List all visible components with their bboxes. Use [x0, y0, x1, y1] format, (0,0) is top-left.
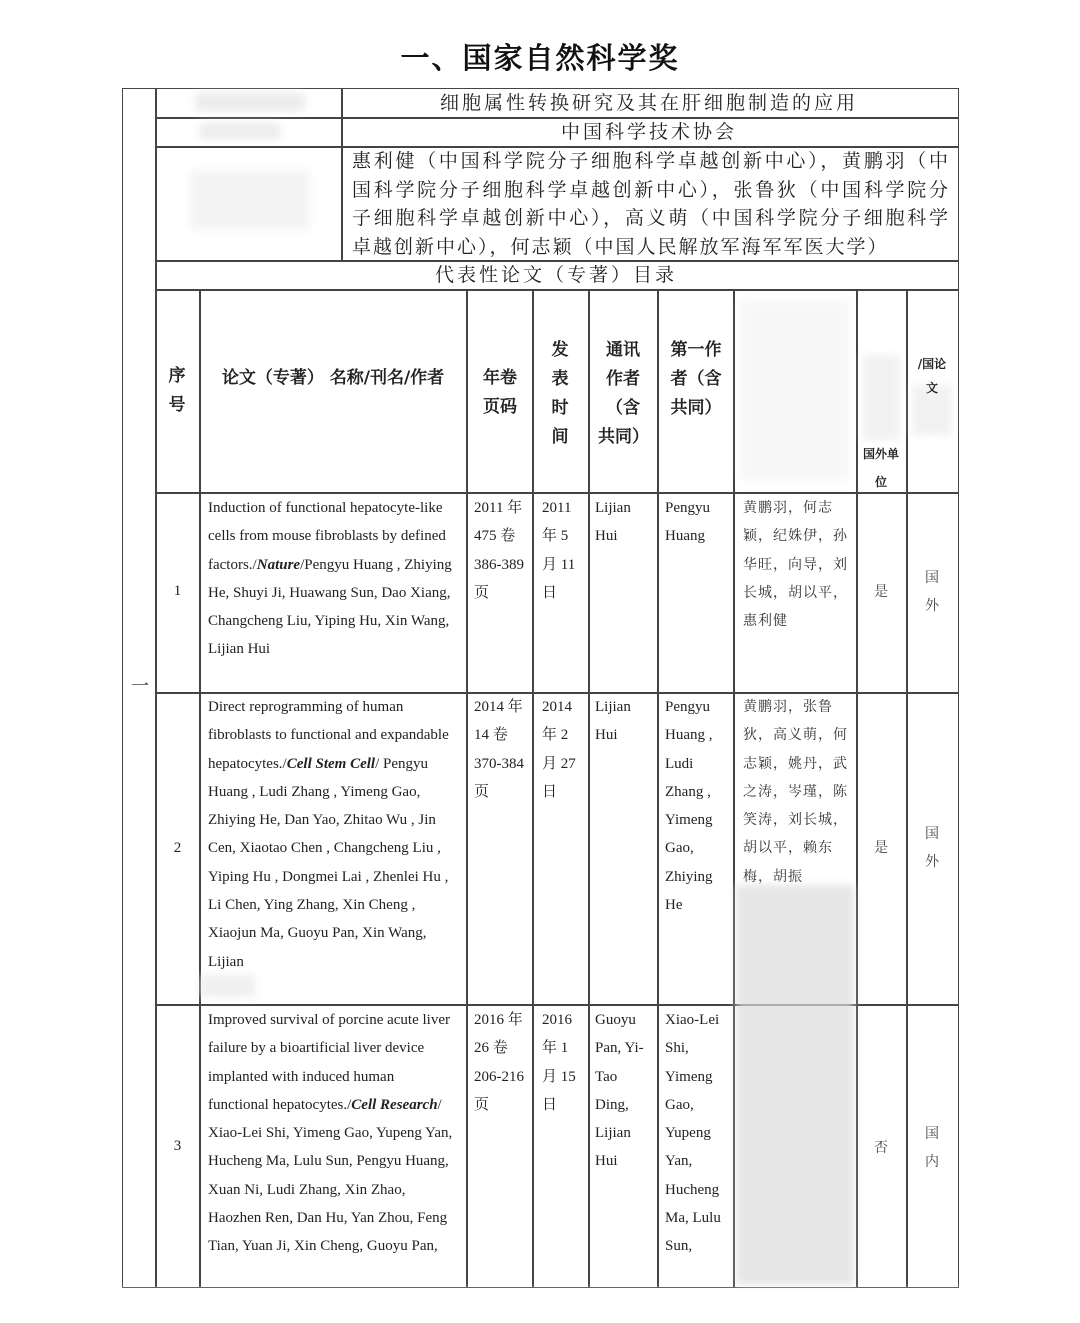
- header-title: 论文（专著） 名称/刊名/作者: [221, 368, 445, 388]
- row-2-title-before: Direct reprogramming of human fibroblasts to functional and expandable hepatocytes./: [208, 699, 449, 772]
- row-1-title-before: Induction of functional hepatocyte-like cells from mouse fibroblasts by defined factors./: [208, 500, 446, 573]
- divider: [532, 289, 534, 1287]
- divider: [466, 289, 468, 1287]
- row-1-foreign-unit: 是: [874, 584, 888, 600]
- divider: [856, 289, 858, 1287]
- row-1-title: [208, 494, 458, 664]
- row-2-foreign-unit: 是: [874, 840, 888, 856]
- main-contributors: 惠利健（中国科学院分子细胞科学卓越创新中心），黄鹏羽（中国科学院分子细胞科学卓越创新中心），张鲁狄（中国科学院分子细胞科学卓越创新中心），高义萌（中国科学院分子细胞科学卓越创新中心），何志颖（中国人民解放军海军军医大学）: [352, 150, 950, 258]
- row-2-all-authors: 黄鹏羽，张鲁狄，高义萌，何志颖，姚丹，武之涛，岑瑾，陈笑涛，刘长城，胡以平，赖东梅，胡振: [743, 699, 848, 885]
- row-2-seq: 2: [173, 840, 182, 856]
- row-1-title-after: /Pengyu Huang , Zhiying He, Shuyi Ji, Huawang Sun, Dao Xiang, Changcheng Liu, Yiping Hu, Xin Wang, Lijian Hui: [208, 556, 452, 658]
- row-1-journal: Nature: [256, 556, 301, 573]
- redacted-label: [200, 123, 280, 139]
- header-date: 发表时间: [551, 340, 569, 447]
- row-3-title: [208, 1006, 458, 1261]
- redacted-label: [190, 170, 310, 230]
- row-2-journal: Cell Stem Cell: [286, 755, 376, 772]
- row-3-corresponding: Guoyu Pan, Yi-Tao Ding, Lijian Hui: [595, 1012, 644, 1170]
- row-2-paper-type: 国外: [925, 826, 939, 870]
- row-2-corresponding: Lijian Hui: [595, 699, 631, 744]
- redacted-authors: [736, 885, 854, 1285]
- row-3-seq: 3: [173, 1138, 182, 1154]
- row-3-journal: Cell Research: [351, 1096, 438, 1113]
- redacted-header: [862, 355, 900, 440]
- row-1-paper-type: 国外: [925, 570, 939, 614]
- row-2-volume: 2014 年 14 卷 370-384 页: [474, 699, 524, 800]
- section-title: 代表性论文（专著）目录: [434, 264, 677, 286]
- redacted-fragment: [200, 975, 255, 997]
- row-1-seq: 1: [173, 583, 182, 599]
- nominator: 中国科学技术协会: [560, 121, 737, 143]
- divider: [588, 289, 590, 1287]
- header-foreign-unit: 国外单位: [862, 447, 899, 489]
- row-3-paper-type: 国内: [925, 1126, 939, 1170]
- page-bottom-fade: [0, 1286, 1080, 1323]
- row-2-title-after: / Pengyu Huang , Ludi Zhang , Yimeng Gao, Zhiying He, Dan Yao, Zhitao Wu , Jin Cen, Xiaotao Chen , Changcheng Liu , Yiping Hu , Dongmei Lai , Zhenlei Hu , Li Chen, Ying Zhang, Xin Cheng , Xiaojun Ma, Guoyu Pan, Xin Wang, Lijian: [208, 755, 449, 970]
- row-3-foreign-unit: 否: [874, 1140, 888, 1156]
- header-seq: 序号: [168, 366, 186, 415]
- row-2-title: [208, 693, 458, 976]
- row-3-date: 2016 年 1 月 15 日: [542, 1012, 576, 1113]
- row-3-first-author: Xiao-Lei Shi, Yimeng Gao, Yupeng Yan, Hucheng Ma, Lulu Sun,: [665, 1012, 721, 1255]
- divider: [199, 289, 201, 1287]
- row-2-first-author: Pengyu Huang , Ludi Zhang , Yimeng Gao, Zhiying He: [665, 699, 713, 914]
- header-paper-type: /国论文: [917, 357, 947, 395]
- row-3-title-before: Improved survival of porcine acute liver failure by a bioartificial liver device implanted with induced human functional hepatocytes./: [208, 1012, 450, 1113]
- row-1-date: 2011 年 5 月 11 日: [542, 500, 576, 601]
- row-1-corresponding: Lijian Hui: [595, 500, 631, 545]
- divider: [155, 289, 958, 291]
- row-2-date: 2014 年 2 月 27 日: [542, 699, 576, 800]
- divider: [733, 289, 735, 1287]
- row-3-volume: 2016 年 26 卷 206-216 页: [474, 1012, 524, 1113]
- redacted-header: [740, 300, 850, 480]
- row-1-all-authors: 黄鹏羽，何志颖，纪姝伊，孙华旺，向导，刘长城，胡以平，惠利健: [743, 500, 848, 630]
- row-3-title-after: / Xiao-Lei Shi, Yimeng Gao, Yupeng Yan, Hucheng Ma, Lulu Sun, Pengyu Huang, Xuan Ni, Ludi Zhang, Xin Zhao, Haozhen Ren, Dan Hu, Yan Zhou, Feng Tian, Yuan Ji, Xin Cheng, Guoyu Pan,: [208, 1096, 453, 1255]
- project-name: 细胞属性转换研究及其在肝细胞制造的应用: [439, 92, 858, 114]
- divider: [906, 289, 908, 1287]
- header-volume: 年卷页码: [483, 368, 517, 417]
- redacted-label: [195, 93, 305, 111]
- divider: [657, 289, 659, 1287]
- row-1-volume: 2011 年 475 卷 386-389 页: [474, 500, 524, 601]
- header-first-author: 第一作者（含共同）: [670, 340, 722, 418]
- header-corresponding: 通讯作者（含共同）: [598, 340, 649, 447]
- row-1-first-author: Pengyu Huang: [665, 500, 710, 545]
- left-column-mark: 一: [131, 676, 149, 697]
- page-title: 一、国家自然科学奖: [400, 41, 680, 75]
